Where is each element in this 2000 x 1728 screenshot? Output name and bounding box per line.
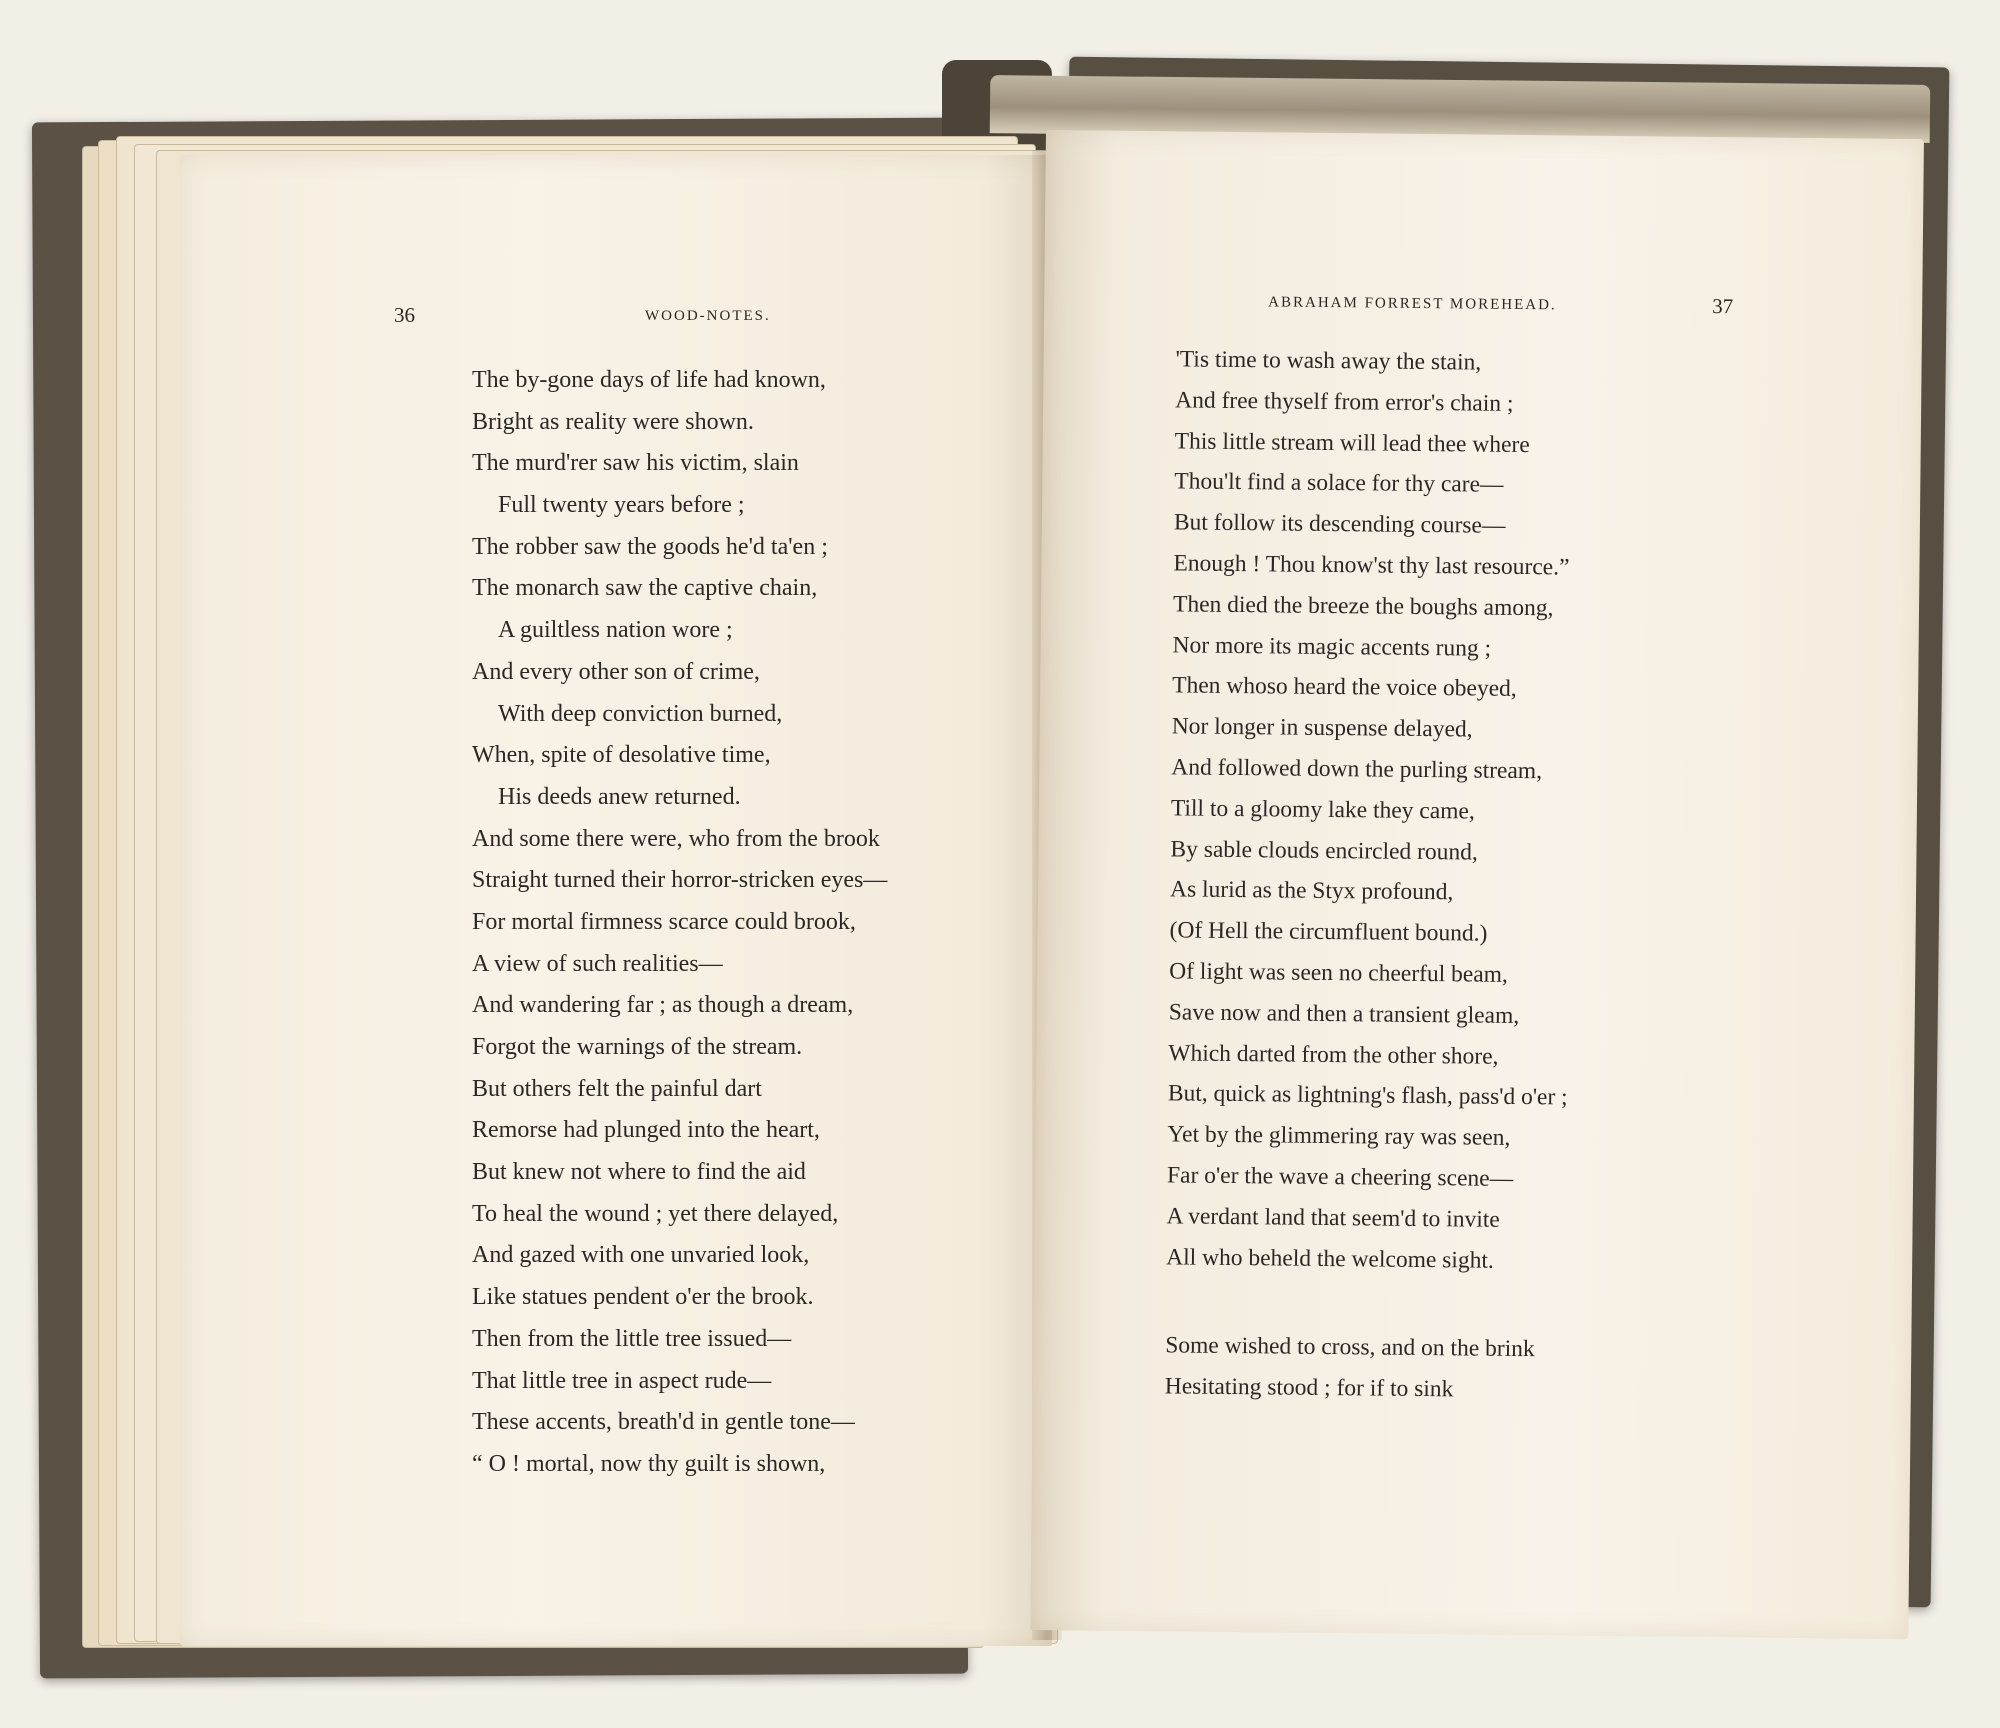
poem-line: Till to a gloomy lake they came, bbox=[1170, 795, 1475, 825]
poem-line: Remorse had plunged into the heart, bbox=[472, 1117, 820, 1144]
page-number: 36 bbox=[394, 303, 415, 327]
left-page bbox=[180, 155, 1052, 1646]
poem-line: Then died the breeze the boughs among, bbox=[1172, 591, 1554, 622]
poem-line: Some wished to cross, and on the brink bbox=[1165, 1332, 1535, 1363]
poem-line: Like statues pendent o'er the brook. bbox=[472, 1284, 814, 1311]
poem-line: A guiltless nation wore ; bbox=[498, 617, 733, 644]
poem-line: But others felt the painful dart bbox=[472, 1075, 762, 1102]
poem-line: His deeds anew returned. bbox=[498, 783, 741, 810]
poem-line: But follow its descending course— bbox=[1173, 509, 1506, 540]
page-number: 37 bbox=[1712, 293, 1734, 319]
poem-line: Then from the little tree issued— bbox=[472, 1325, 792, 1352]
poem-line: For mortal firmness scarce could brook, bbox=[472, 908, 856, 935]
poem-line: This little stream will lead thee where bbox=[1174, 427, 1530, 458]
poem-line: Of light was seen no cheerful beam, bbox=[1169, 958, 1509, 988]
poem-line: The murd'rer saw his victim, slain bbox=[472, 450, 799, 477]
poem-line: These accents, breath'd in gentle tone— bbox=[472, 1409, 855, 1436]
poem-line: When, spite of desolative time, bbox=[472, 742, 771, 769]
poem-lines bbox=[1165, 339, 1576, 1411]
poem-line: A verdant land that seem'd to invite bbox=[1166, 1203, 1500, 1233]
poem-line: The monarch saw the captive chain, bbox=[472, 575, 818, 602]
poem-line: And wandering far ; as though a dream, bbox=[472, 992, 854, 1019]
poem-line: Then whoso heard the voice obeyed, bbox=[1172, 672, 1517, 703]
poem-line: (Of Hell the circumfluent bound.) bbox=[1169, 917, 1488, 947]
poem-line: Thou'lt find a solace for thy care— bbox=[1174, 468, 1504, 499]
poem-line: But knew not where to find the aid bbox=[472, 1159, 806, 1186]
poem-line: Far o'er the wave a cheering scene— bbox=[1166, 1162, 1514, 1192]
poem-line: By sable clouds encircled round, bbox=[1170, 835, 1478, 866]
poem-line: To heal the wound ; yet there delayed, bbox=[472, 1200, 839, 1227]
poem-line: 'Tis time to wash away the stain, bbox=[1175, 346, 1482, 376]
poem-line: Save now and then a transient gleam, bbox=[1168, 999, 1520, 1029]
poem-line: That little tree in aspect rude— bbox=[472, 1367, 772, 1394]
poem-line: And free thyself from error's chain ; bbox=[1175, 387, 1514, 417]
poem-line: Hesitating stood ; for if to sink bbox=[1164, 1373, 1454, 1403]
poem-line: Straight turned their horror-stricken eyes— bbox=[472, 867, 888, 894]
poem-line: And gazed with one unvaried look, bbox=[472, 1242, 810, 1269]
running-head: ABRAHAM FORREST MOREHEAD. bbox=[1268, 294, 1557, 314]
poem-line: And every other son of crime, bbox=[472, 658, 760, 685]
poem-line: Full twenty years before ; bbox=[498, 492, 745, 519]
poem-line: Bright as reality were shown. bbox=[472, 408, 754, 435]
poem-line: As lurid as the Styx profound, bbox=[1169, 876, 1454, 906]
poem-line: The robber saw the goods he'd ta'en ; bbox=[472, 533, 828, 560]
poem-line: Which darted from the other shore, bbox=[1168, 1039, 1499, 1070]
poem-line: Nor longer in suspense delayed, bbox=[1171, 713, 1473, 743]
poem-line: A view of such realities— bbox=[472, 950, 723, 977]
poem-line: Forgot the warnings of the stream. bbox=[472, 1034, 803, 1060]
poem-line: And some there were, who from the brook bbox=[472, 825, 880, 852]
right-page bbox=[1030, 130, 1924, 1639]
poem-line: All who beheld the welcome sight. bbox=[1166, 1243, 1494, 1274]
running-head: WOOD-NOTES. bbox=[645, 308, 771, 324]
poem-lines bbox=[472, 360, 887, 1486]
poem-line: Nor more its magic accents rung ; bbox=[1172, 631, 1492, 662]
poem-line: Enough ! Thou know'st thy last resource.” bbox=[1173, 550, 1570, 581]
poem-line: “ O ! mortal, now thy guilt is shown, bbox=[472, 1450, 826, 1477]
poem-line: With deep conviction burned, bbox=[498, 700, 783, 727]
poem-line: The by-gone days of life had known, bbox=[472, 367, 826, 393]
poem-line: Yet by the glimmering ray was seen, bbox=[1167, 1121, 1511, 1152]
poem-line: And followed down the purling stream, bbox=[1171, 754, 1543, 785]
poem-line: But, quick as lightning's flash, pass'd o'er ; bbox=[1167, 1080, 1568, 1111]
